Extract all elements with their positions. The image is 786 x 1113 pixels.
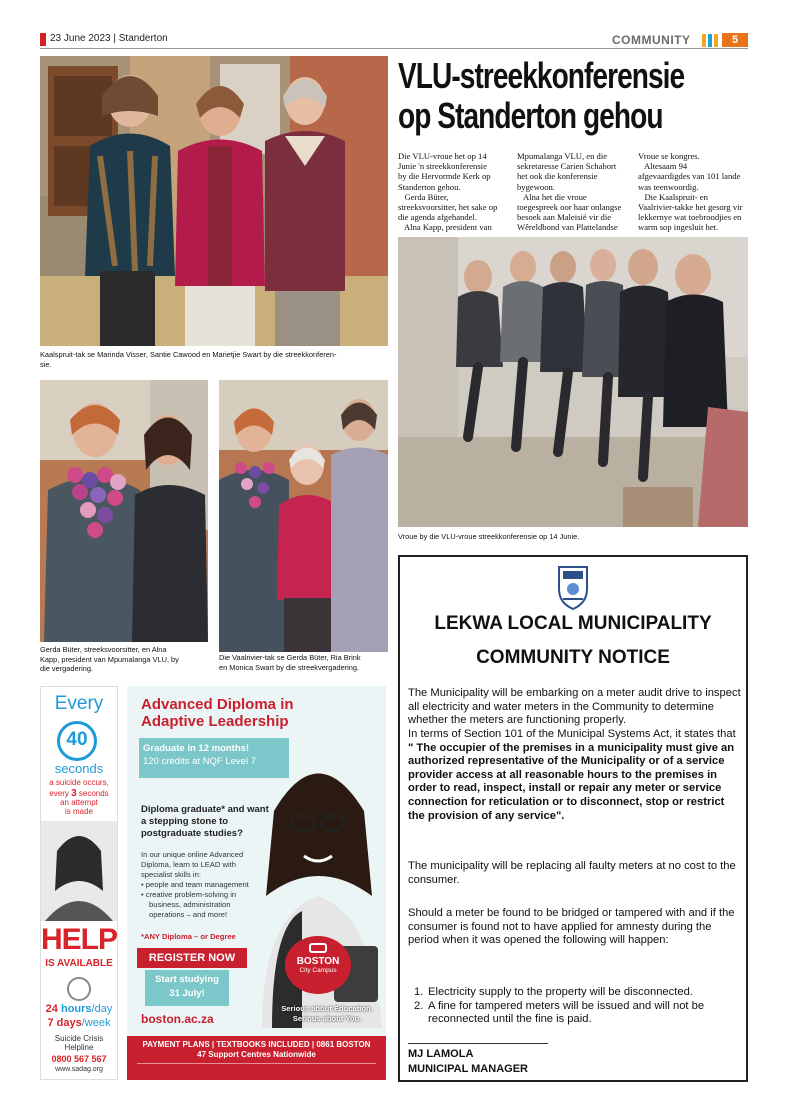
boston-body [141, 850, 261, 920]
boston-footer-line: PAYMENT PLANS | TEXTBOOKS INCLUDED | 0861 BOSTON [142, 1040, 371, 1049]
sadag-text: /day [91, 1003, 113, 1015]
boston-site-link[interactable]: boston.ac.za [141, 1012, 214, 1026]
article-text-line: die agenda afgehandel. [398, 212, 477, 223]
article-text-line: Vroue se kongres. [638, 151, 700, 161]
boston-logo-sub: City Campus [299, 967, 337, 974]
register-now-label: REGISTER NOW [148, 952, 236, 964]
boston-question-line: a stepping stone to [141, 816, 229, 827]
article-headline [398, 55, 685, 136]
boston-logo [285, 936, 351, 994]
sadag-crisis: Suicide Crisis [54, 1034, 104, 1043]
boston-tagline-line: Serious about Education. [281, 1004, 373, 1013]
notice-title: LEKWA LOCAL MUNICIPALITY [434, 613, 712, 634]
signatory-name: MJ LAMOLA [408, 1048, 474, 1060]
sadag-number: 40 [66, 729, 88, 750]
boston-body-line: In our unique online Advanced [141, 850, 244, 859]
header-rule [40, 48, 748, 49]
notice-list-text: A fine for tampered meters will be issued and will not be reconnected until the fine is paid. [428, 999, 705, 1026]
sadag-text: hours [60, 1003, 92, 1015]
sadag-advert[interactable] [40, 686, 118, 1080]
boston-bullet-text: creative problem-solving in [145, 890, 237, 899]
signatory-title: MUNICIPAL MANAGER [408, 1063, 528, 1075]
sadag-hours [41, 1003, 117, 1015]
boston-bullet: • creative problem-solving in [141, 890, 237, 899]
sadag-available: IS AVAILABLE [45, 958, 113, 969]
sadag-every: Every [54, 693, 104, 714]
article-text-line: sekretaresse Carien Schabort [517, 161, 617, 172]
article-text-line: het ook die konferensie [517, 171, 598, 182]
sadag-text: 3 [71, 788, 77, 799]
boston-any-diploma: *ANY Diploma – or Degree [141, 932, 236, 941]
article-text-line: Altesaam 94 [638, 161, 688, 172]
notice-subtitle: COMMUNITY NOTICE [476, 647, 670, 668]
page-number: 5 [722, 33, 748, 47]
issue-date-location: 23 June 2023 | Standerton [50, 33, 168, 44]
article-column-2 [517, 151, 632, 233]
photo-conference-audience [398, 237, 748, 527]
header-accent-bar [40, 33, 46, 46]
section-label: COMMUNITY [612, 33, 691, 47]
caption-line: sie. [40, 359, 52, 369]
article-text-line: Die Kaalspruit- en [638, 191, 708, 202]
boston-title-line: Adaptive Leadership [141, 713, 289, 730]
article-text-line: Mpumalanga VLU, en die [517, 151, 608, 161]
headline-line: op Standerton gehou [398, 95, 663, 136]
boston-start-badge [145, 970, 229, 1006]
boston-body-line: business, administration [149, 900, 231, 909]
boston-banner-line: Graduate in 12 months! [143, 743, 250, 754]
sadag-text: /week [81, 1017, 111, 1029]
header-color-block [708, 34, 712, 47]
sadag-text: seconds [76, 789, 109, 798]
boston-graduate-banner [139, 738, 289, 778]
article-text-line: was teenwoordig. [638, 181, 699, 192]
photo-caption: Vroue by die VLU-vroue streekkonferensie op 14 Junie. [398, 532, 580, 541]
boston-body-line: operations – and more! [149, 910, 228, 919]
sadag-photo [41, 821, 117, 921]
header-color-block [714, 34, 718, 47]
article-text-line: Gerda Büter, [398, 191, 449, 202]
boston-footer [127, 1036, 386, 1080]
article-text-line: lekkernye wat toebroodjies en [638, 212, 742, 223]
article-text-line: Standerton gehou. [398, 181, 461, 192]
boston-logo-icon [309, 943, 327, 953]
sadag-seconds: seconds [54, 761, 104, 776]
sadag-text: 24 [45, 1003, 61, 1015]
caption-line: Die Vaalrivier-tak se Gerda Büter, Ria Brink [219, 653, 361, 662]
article-text-line: Junie 'n streekkonferensie [398, 161, 487, 172]
sadag-crisis: Helpline [64, 1043, 94, 1052]
article-text-line: bygewoon. [517, 181, 555, 192]
sadag-line: an attempt [60, 798, 98, 807]
headline-line: VLU-streekkonferensie [398, 55, 685, 96]
article-text-line: Vaalrivier-takke het gesorg vir [638, 202, 743, 213]
sadag-phone[interactable]: 0800 567 567 [51, 1054, 107, 1064]
municipal-crest-icon [553, 561, 593, 611]
article-text-line: Alna het die vroue [517, 191, 587, 202]
boston-start-line: Start studying [155, 974, 219, 985]
article-text-line: Alna Kapp, president van [398, 222, 492, 233]
article-text-line: by die Hervormde Kerk op [398, 171, 491, 182]
sadag-site-link[interactable]: www.sadag.org [55, 1066, 103, 1073]
header-color-block [702, 34, 706, 47]
photo-kaalspruit-branch [40, 56, 388, 346]
caption-line: en Monica Swart by die streekvergadering. [219, 662, 360, 672]
boston-start-line: 31 July! [169, 988, 205, 999]
photo-caption [40, 350, 388, 369]
list-marker: 2. [414, 999, 424, 1012]
boston-fineprint [137, 1063, 376, 1071]
caption-line: Gerda Büter, streeksvoorsitter, en Alna [40, 645, 167, 654]
boston-footer-line: 47 Support Centres Nationwide [197, 1050, 316, 1059]
notice-paragraph: The Municipality will be embarking on a meter audit drive to inspect all electricity and water meters in the Community to determine whether the meters are functioning properly. [408, 687, 741, 727]
caption-line: die vergadering. [40, 664, 94, 673]
signature-line [408, 1043, 548, 1044]
photo-vaalrivier-branch [219, 380, 388, 652]
sadag-text: every [49, 789, 72, 798]
notice-paragraph [408, 728, 744, 823]
boston-banner-line: 120 credits at NQF Level 7 [143, 756, 256, 767]
notice-list-text: Electricity supply to the property will be disconnected. [428, 986, 693, 998]
boston-title-line: Advanced Diploma in [141, 696, 294, 713]
boston-question-line: Diploma graduate* and want [141, 804, 269, 815]
sadag-days [41, 1017, 117, 1029]
municipal-notice [398, 555, 748, 1082]
boston-tagline [279, 1004, 375, 1024]
notice-paragraph: The municipality will be replacing all faulty meters at no cost to the consumer. [408, 860, 736, 886]
article-text-line: Die VLU-vroue het op 14 [398, 151, 487, 161]
photo-caption [219, 653, 394, 672]
boston-logo-name: BOSTON [296, 956, 340, 967]
article-text-line: Wêreldbond van Plattelandse [517, 222, 618, 233]
article-text-line: toegespreek oor haar onlangse [517, 202, 622, 213]
boston-body-line: Diploma, learn to LEAD with [141, 860, 236, 869]
article-text-line: besoek aan Maleisië vir die [517, 212, 612, 223]
boston-question-line: postgraduate studies? [141, 828, 243, 839]
article-text-line: afgevaardigdes van 101 lande [638, 171, 741, 182]
boston-title [141, 696, 294, 730]
notice-text: In terms of Section 101 of the Municipal Systems Act, it states that [408, 728, 736, 740]
list-marker: 1. [414, 986, 424, 998]
sadag-line: a suicide occurs, [49, 778, 109, 787]
notice-quote: " The occupier of the premises in a municipality must give an authorized representative of the Municipality or of a service provider access at all reasonable hours to the premises in order to read, inspect, install or repair any meter or service connection for reticulation or to disconnect, stop or restrict the provision of any service". [408, 741, 735, 822]
photo-buter-and-kapp [40, 380, 208, 642]
photo-caption [40, 645, 210, 674]
register-now-button[interactable] [137, 948, 247, 968]
boston-question [141, 804, 269, 840]
boston-body-line: specialist skills in: [141, 870, 201, 879]
boston-advert[interactable] [127, 686, 386, 1080]
article-text-line: streeksvoorsitter, het sake op [398, 202, 498, 213]
sadag-help: HELP [41, 923, 118, 956]
caption-line: Kaalspruit-tak se Marinda Visser, Santie Cawood en Marietjie Swart by die streekkonferen- [40, 350, 337, 359]
boston-bullet-text: people and team management [145, 880, 249, 889]
notice-list-item [414, 986, 740, 1000]
notice-list-item [414, 1000, 740, 1027]
notice-list [414, 986, 740, 1027]
caption-line: Kapp, president van Mpumalanga VLU, by [40, 654, 179, 664]
sadag-line: is made [64, 807, 93, 816]
article-text-line: warm sop ingesluit het. [638, 222, 719, 233]
article-column-1 [398, 151, 510, 233]
clock-icon [67, 977, 91, 1001]
boston-tagline-line: Serious about You. [292, 1014, 362, 1023]
sadag-text: 7 days [47, 1017, 82, 1029]
article-column-3 [638, 151, 750, 233]
boston-bullet: • people and team management [141, 880, 249, 889]
notice-paragraph: Should a meter be found to be bridged or tampered with and if the consumer is found not to have applied for amnesty during the period when it was opened the following will happen: [408, 907, 735, 947]
